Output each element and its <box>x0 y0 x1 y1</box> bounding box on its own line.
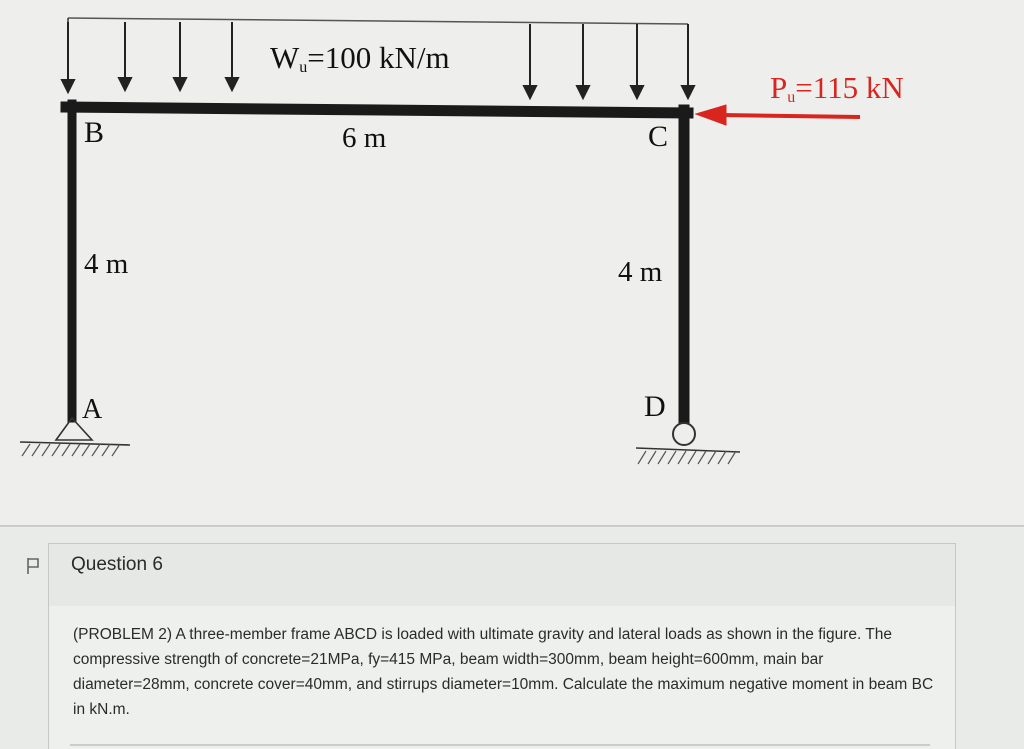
lateral-load-arrow <box>696 105 860 125</box>
left-column-height-label: 4 m <box>84 248 129 280</box>
roller-support-d <box>636 423 740 464</box>
beam-bc <box>66 107 688 113</box>
pin-support-a <box>20 418 130 456</box>
lateral-load-label: $P_u=115$ kN <box>770 70 904 106</box>
question-header <box>48 543 956 607</box>
answer-area-border <box>70 744 930 746</box>
right-column-height-label: 4 m <box>618 256 663 288</box>
node-c-label: C <box>648 120 669 153</box>
question-title: Question 6 <box>71 554 163 575</box>
span-length-label: 6 m <box>342 122 387 154</box>
distributed-load-label: $W_u=100$ kN/m <box>270 40 450 76</box>
load-envelope-line <box>68 18 688 24</box>
question-body <box>48 606 956 749</box>
flag-icon[interactable] <box>26 557 40 575</box>
node-a-label: A <box>82 394 103 425</box>
section-divider <box>0 525 1024 527</box>
node-b-label: B <box>84 116 105 149</box>
node-d-label: D <box>644 390 666 423</box>
question-text: (PROBLEM 2) A three-member frame ABCD is loaded with ultimate gravity and lateral loads as shown in the figure. The compressive strength of concrete=21MPa, fy=415 MPa, beam width=300mm, beam height=600mm, main bar diameter=28mm, concrete cover=40mm, and stirrups diameter=10mm. Calculate the maximum negative moment in beam BC in kN.m. <box>73 626 934 718</box>
